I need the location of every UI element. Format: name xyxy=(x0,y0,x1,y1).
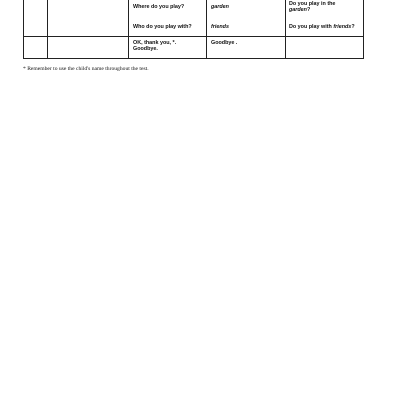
followup-garden-emph: garden xyxy=(289,7,307,14)
table-col-divider-3 xyxy=(206,0,207,59)
question-goodbye xyxy=(133,40,176,53)
followup-friends-emph: friends xyxy=(333,24,352,30)
followup-garden-prefix: Do you play in the xyxy=(289,1,336,7)
question-goodbye-line2: Goodbye. xyxy=(133,46,158,53)
table-border-bottom xyxy=(23,58,364,59)
answer-garden: garden xyxy=(211,4,229,10)
followup-friends-suffix: ? xyxy=(351,24,355,30)
table-border-right xyxy=(363,0,364,59)
table-border-left xyxy=(23,0,24,59)
question-goodbye-line1: OK, thank you, *. xyxy=(133,40,177,46)
footnote: * Remember to use the child's name throughout the test. xyxy=(23,66,149,72)
test-table xyxy=(23,0,364,59)
question-where-play: Where do you play? xyxy=(133,4,185,10)
answer-friends: friends xyxy=(211,24,229,30)
table-row-divider xyxy=(23,36,364,37)
table-col-divider-1 xyxy=(47,0,48,59)
followup-friends-prefix: Do you play with xyxy=(289,24,332,30)
followup-garden-suffix: ? xyxy=(306,7,311,14)
followup-friends xyxy=(289,24,355,30)
question-who-play: Who do you play with? xyxy=(133,24,192,30)
table-col-divider-4 xyxy=(285,0,286,59)
table-col-divider-2 xyxy=(128,0,129,59)
answer-goodbye: Goodbye . xyxy=(211,40,238,46)
followup-garden xyxy=(289,1,335,14)
